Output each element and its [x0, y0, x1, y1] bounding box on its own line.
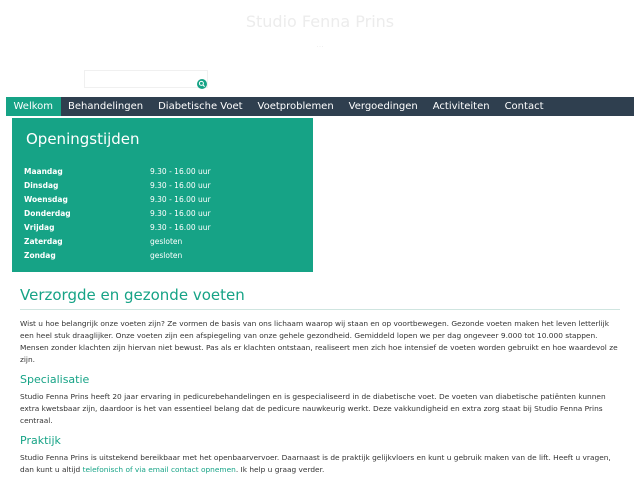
hours-time: gesloten: [150, 250, 183, 260]
hours-day: Dinsdag: [24, 180, 59, 190]
praktijk-text-start: Studio Fenna Prins is uitstekend bereikbaar met het openbaarvervoer. Daarnaast is de praktijk gelijkvloers en kunt u gebruik maken van de lift. Heeft u vragen, dan kunt u altijd: [20, 453, 611, 474]
nav-item-diabetische-voet[interactable]: Diabetische Voet: [158, 101, 243, 112]
hours-row: [24, 220, 304, 234]
hours-day: Vrijdag: [24, 222, 55, 232]
hours-day: Zondag: [24, 250, 56, 260]
hours-time: 9.30 - 16.00 uur: [150, 166, 211, 176]
main-content: [20, 286, 620, 480]
page-title: Verzorgde en gezonde voeten: [20, 286, 620, 310]
opening-hours-table: [24, 164, 304, 262]
nav-item-behandelingen[interactable]: Behandelingen: [68, 101, 144, 112]
main-navigation: [6, 97, 634, 116]
hours-day: Maandag: [24, 166, 63, 176]
section-heading-specialisatie: Specialisatie: [20, 373, 90, 386]
hours-day: Woensdag: [24, 194, 68, 204]
hours-row: [24, 248, 304, 262]
search-icon[interactable]: [197, 74, 207, 84]
nav-item-voetproblemen[interactable]: Voetproblemen: [257, 101, 334, 112]
hours-row: [24, 192, 304, 206]
nav-item-activiteiten[interactable]: Activiteiten: [432, 101, 490, 112]
section-heading-praktijk: Praktijk: [20, 434, 61, 447]
specialisatie-paragraph: Studio Fenna Prins heeft 20 jaar ervaring in pedicurebehandelingen en is gespecialiseerd in de diabetische voet. De voeten van diabetische patiënten kunnen extra kwetsbaar zijn, daardoor is het van essentieel belang dat de pedicure nauwkeurig werkt. Deze vakkundigheid en extra zorg staat bij Studio Fenna Prins centraal.: [20, 392, 606, 425]
nav-item-welkom[interactable]: Welkom: [6, 97, 61, 116]
hours-row: [24, 178, 304, 192]
site-title[interactable]: Studio Fenna Prins: [245, 12, 395, 31]
hours-time: 9.30 - 16.00 uur: [150, 194, 211, 204]
hours-day: Donderdag: [24, 208, 71, 218]
search-input[interactable]: [87, 73, 193, 86]
opening-hours-title: Openingstijden: [26, 130, 140, 148]
hours-time: 9.30 - 16.00 uur: [150, 208, 211, 218]
hours-time: gesloten: [150, 236, 183, 246]
hours-row: [24, 164, 304, 178]
hours-time: 9.30 - 16.00 uur: [150, 180, 211, 190]
praktijk-text-end: . Ik help u graag verder.: [235, 465, 325, 474]
hours-day: Zaterdag: [24, 236, 63, 246]
intro-paragraph: Wist u hoe belangrijk onze voeten zijn? Ze vormen de basis van ons lichaam waarop wij staan en op voortbewegen. Gezonde voeten maken het leven letterlijk een heel stuk draaglijker. Onze voeten zijn een afspiegeling van onze gehele gezondheid. Gemiddeld lopen we per dag ongeveer 9.000 tot 10.000 stappen. Mensen zonder klachten zijn hiervan niet bewust. Pas als er klachten ontstaan, realiseert men zich hoe intensief de voeten worden gebruikt en hoe waardevol ze zijn.: [20, 319, 618, 364]
nav-item-contact[interactable]: Contact: [504, 101, 544, 112]
search-box: [84, 70, 208, 88]
hours-row: [24, 206, 304, 220]
site-tagline: ...: [316, 40, 324, 49]
hours-row: [24, 234, 304, 248]
opening-hours-panel: [12, 118, 313, 272]
nav-item-vergoedingen[interactable]: Vergoedingen: [348, 101, 418, 112]
hours-time: 9.30 - 16.00 uur: [150, 222, 211, 232]
contact-link[interactable]: telefonisch of via email contact opnemen: [82, 465, 236, 474]
praktijk-paragraph: [20, 452, 620, 476]
